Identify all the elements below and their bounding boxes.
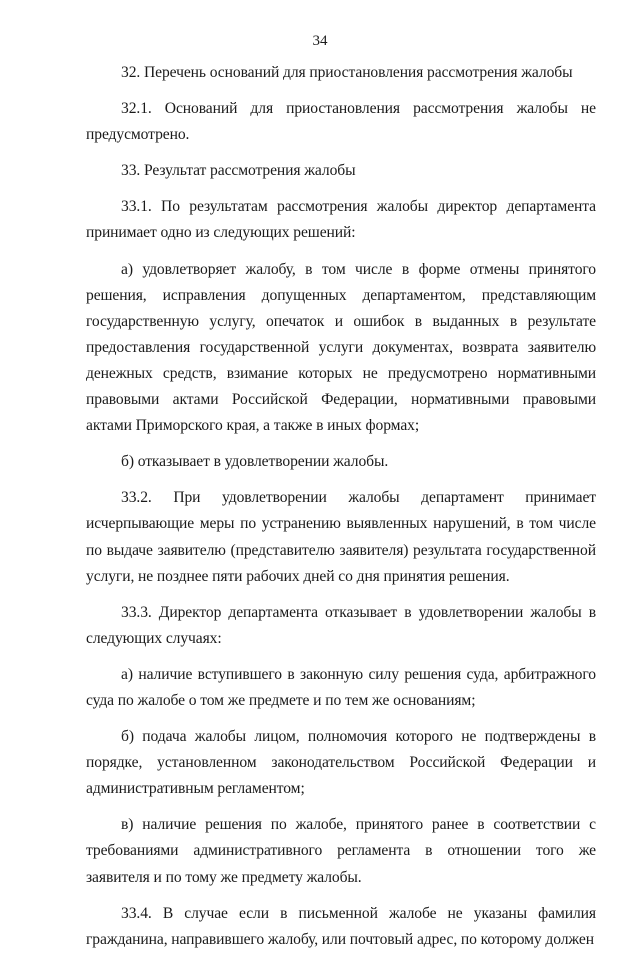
paragraph-33-3-c: в) наличие решения по жалобе, принятого ранее в соответствии с требованиями административного регламента в отношении того же заявителя и по тому же предмету жалобы. <box>86 816 596 886</box>
section-32-heading: 32. Перечень оснований для приостановления рассмотрения жалобы <box>121 64 573 81</box>
paragraph-33-3: 33.3. Директор департамента отказывает в удовлетворении жалобы в следующих случаях: <box>86 603 596 647</box>
paragraph-33-3-a: а) наличие вступившего в законную силу решения суда, арбитражного суда по жалобе о том же предмете и по тем же основаниям; <box>86 665 596 709</box>
paragraph-33-3-b: б) подача жалобы лицом, полномочия которого не подтверждены в порядке, установленном законодательством Российской Федерации и административным регламентом; <box>86 728 596 798</box>
section-33-heading: 33. Результат рассмотрения жалобы <box>121 162 356 180</box>
page-number: 34 <box>312 33 328 49</box>
paragraph-33-2: 33.2. При удовлетворении жалобы департамент принимает исчерпывающие меры по устранению выявленных нарушений, в том числе по выдаче заявителю (представителю заявителя) результата государственной услуги, не позднее пяти рабочих дней со дня принятия решения. <box>86 489 596 585</box>
paragraph-33-4: 33.4. В случае если в письменной жалобе не указаны фамилия гражданина, направившего жалобу, или почтовый адрес, по которому должен <box>86 904 596 948</box>
paragraph-33-1-a: а) удовлетворяет жалобу, в том числе в форме отмены принятого решения, исправления допущенных департаментом, представляющим государственную услугу, опечаток и ошибок в выданных в результате предоставления государственной услуги документах, возврата заявителю денежных средств, взимание которых не предусмотрено нормативными правовыми актами Российской Федерации, нормативными правовыми актами Приморского края, а также в иных формах; <box>86 260 596 435</box>
document-body <box>86 60 596 953</box>
paragraph-33-1: 33.1. По результатам рассмотрения жалобы директор департамента принимает одно из следующих решений: <box>86 198 596 242</box>
paragraph-32-1: 32.1. Оснований для приостановления рассмотрения жалобы не предусмотрено. <box>86 100 596 144</box>
paragraph-33-1-b: б) отказывает в удовлетворении жалобы. <box>121 453 389 471</box>
